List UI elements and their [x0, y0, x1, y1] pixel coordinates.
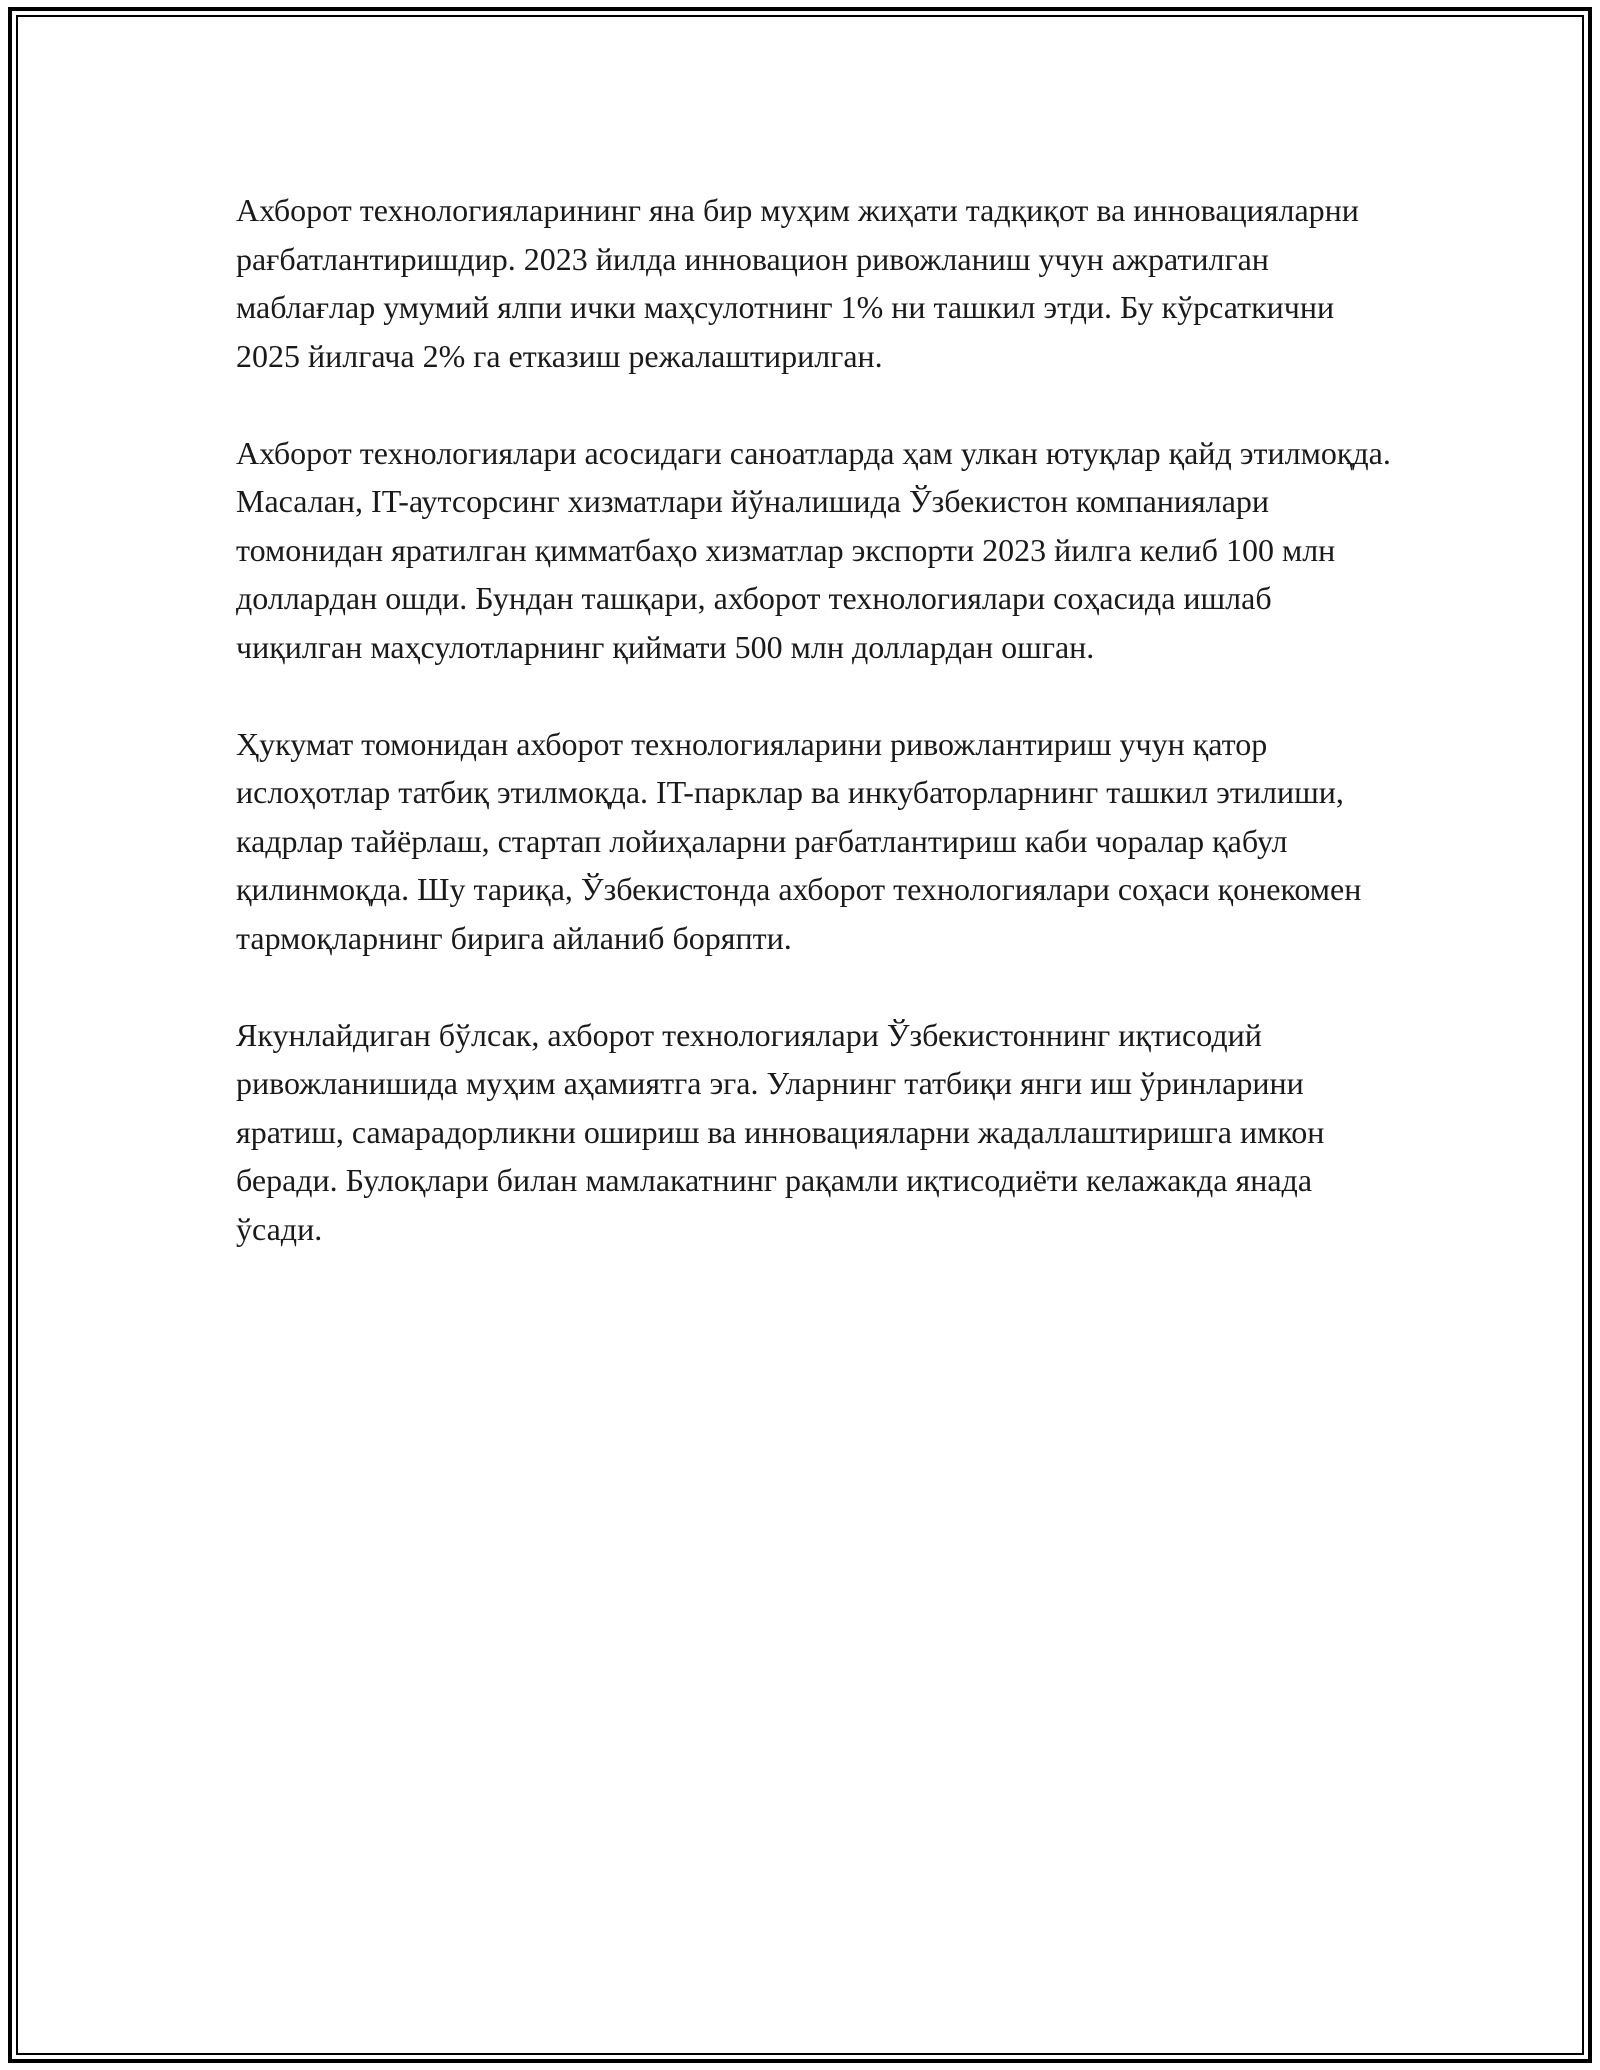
document-body	[236, 186, 1396, 1302]
paragraph-3: Ҳукумат томонидан ахборот технологияларини ривожлантириш учун қатор ислоҳотлар татбиқ этилмоқда. IT-парклар ва инкубаторларнинг ташкил этилиши, кадрлар тайёрлаш, стартап лойиҳаларни рағбатлантириш каби чоралар қабул қилинмоқда. Шу тариқа, Ўзбекистонда ахборот технологиялари соҳаси қонекомен тармоқларнинг бирига айланиб боряпти.	[236, 725, 1362, 956]
paragraph-1: Ахборот технологияларининг яна бир муҳим жиҳати тадқиқот ва инновацияларни рағбатлантиришдир. 2023 йилда инновацион ривожланиш учун ажратилган маблағлар умумий ялпи ички маҳсулотнинг 1% ни ташкил этди. Бу кўрсаткични 2025 йилгача 2% га етказиш режалаштирилган.	[236, 192, 1359, 374]
paragraph-2: Ахборот технологиялари асосидаги саноатларда ҳам улкан ютуқлар қайд этилмоқда. Масалан, IT-аутсорсинг хизматлари йўналишида Ўзбекистон компаниялари томонидан яратилган қимматбаҳо хизматлар экспорти 2023 йилга келиб 100 млн доллардан ошди. Бундан ташқари, ахборот технологиялари соҳасида ишлаб чиқилган маҳсулотларнинг қиймати 500 млн доллардан ошган.	[236, 434, 1391, 665]
paragraph-4: Якунлайдиган бўлсак, ахборот технологиялари Ўзбекистоннинг иқтисодий ривожланишида муҳим аҳамиятга эга. Уларнинг татбиқи янги иш ўринларини яратиш, самарадорликни ошириш ва инновацияларни жадаллаштиришга имкон беради. Булоқлари билан мамлакатнинг рақамли иқтисодиёти келажакда янада ўсади.	[236, 1016, 1325, 1247]
